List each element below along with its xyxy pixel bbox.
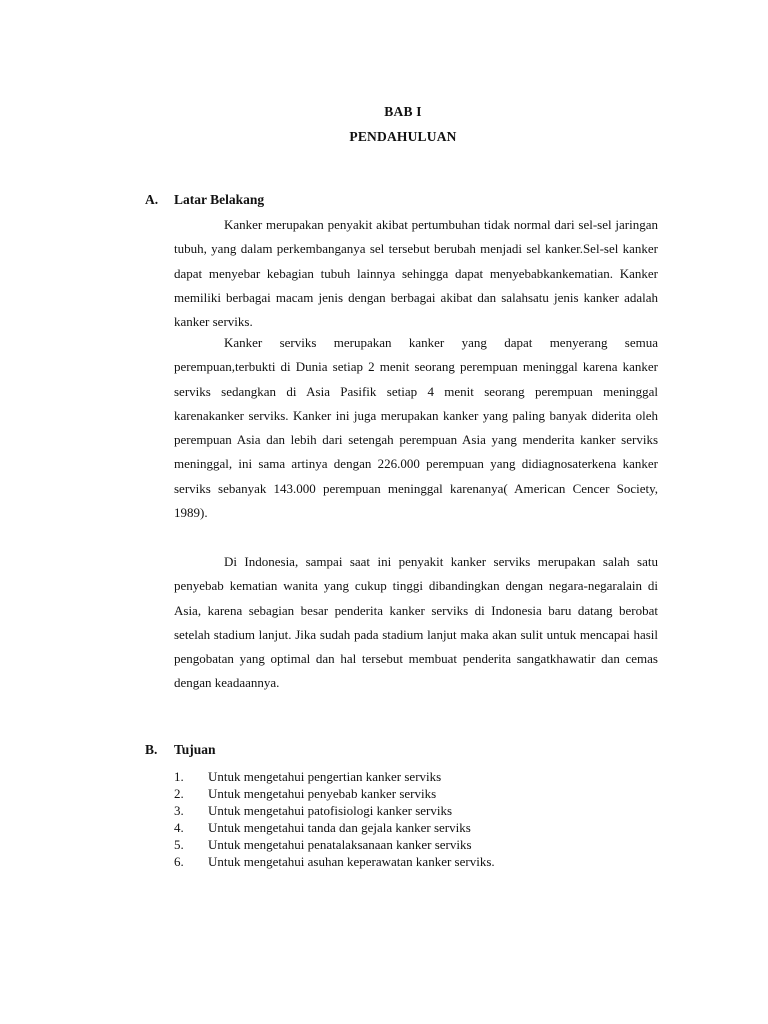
section-b-title: Tujuan: [174, 742, 216, 757]
chapter-title: PENDAHULUAN: [349, 129, 457, 144]
list-item: 6. Untuk mengetahui asuhan keperawatan kanker serviks.: [174, 854, 495, 869]
section-b-letter: B.: [145, 742, 158, 757]
section-a-title: Latar Belakang: [174, 192, 265, 207]
list-item: 4. Untuk mengetahui tanda dan gejala kanker serviks: [174, 820, 471, 835]
objectives-list: [174, 768, 495, 870]
list-item: 5. Untuk mengetahui penatalaksanaan kanker serviks: [174, 837, 472, 852]
paragraph-1: Kanker merupakan penyakit akibat pertumbuhan tidak normal dari sel-sel jaringan tubuh, yang dalam perkembanganya sel tersebut berubah menjadi sel kanker.Sel-sel kanker dapat menyebar kebagian tubuh lainnya sehingga dapat menyebabkankematian. Kanker memiliki berbagai macam jenis dengan berbagai akibat dan salahsatu jenis kanker adalah kanker serviks.: [174, 217, 658, 330]
list-item: 3. Untuk mengetahui patofisiologi kanker serviks: [174, 803, 453, 818]
paragraph-2: Kanker serviks merupakan kanker yang dapat menyerang semua perempuan,terbukti di Dunia setiap 2 menit seorang perempuan meninggal karena kanker serviks sedangkan di Asia Pasifik setiap 4 menit seorang perempuan meninggal karenakanker serviks. Kanker ini juga merupakan kanker yang paling banyak diderita oleh perempuan Asia dan lebih dari setengah perempuan Asia yang menderita kanker serviks meninggal, ini sama artinya dengan 226.000 perempuan yang didiagnosaterkena kanker serviks sebanyak 143.000 perempuan meninggal karenanya( American Cencer Society, 1989).: [174, 335, 658, 521]
list-item: 1. Untuk mengetahui pengertian kanker serviks: [174, 769, 442, 784]
section-a-letter: A.: [145, 192, 159, 207]
list-item: 2. Untuk mengetahui penyebab kanker serviks: [174, 786, 437, 801]
chapter-number: BAB I: [384, 104, 422, 119]
paragraph-3: Di Indonesia, sampai saat ini penyakit kanker serviks merupakan salah satu penyebab kematian wanita yang cukup tinggi dibandingkan dengan negara-negaralain di Asia, karena sebagian besar penderita kanker serviks di Indonesia baru datang berobat setelah stadium lanjut. Jika sudah pada stadium lanjut maka akan sulit untuk mencapai hasil pengobatan yang optimal dan hal tersebut membuat penderita sangatkhawatir dan cemas dengan keadaannya.: [174, 554, 658, 691]
